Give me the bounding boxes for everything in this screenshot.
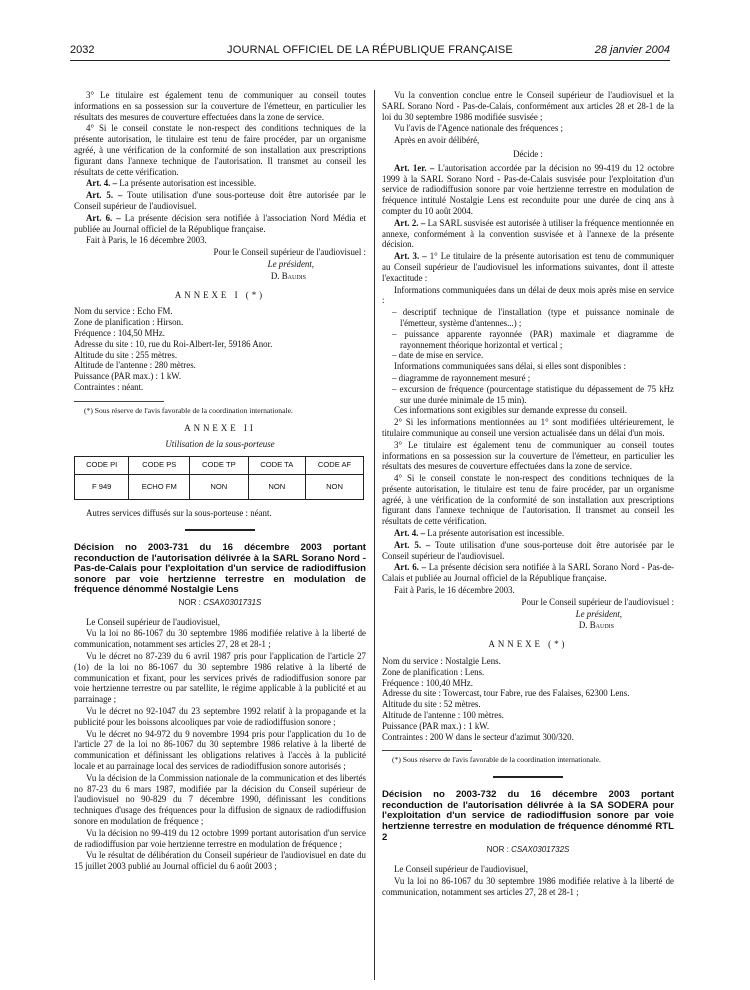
- article: [382, 218, 674, 250]
- paragraph: 3° Le titulaire est également tenu de communiquer au conseil toutes informations en sa possession sur la couverture de l'émetteur, en particulier les résultats des mesures de couverture effectuées dans la zone de service.: [382, 439, 674, 472]
- nor-label: NOR :: [486, 845, 509, 855]
- annexe-line: Fréquence : 100,40 MHz.: [382, 677, 473, 688]
- table-cell: F 949: [75, 475, 129, 500]
- paragraph: 4° Si le conseil constate le non-respect des conditions techniques de la présente autorisation, le titulaire est tenu de faire procéder, par un organisme agréé, à une vérification de la conformité de son installation aux prescriptions figurant dans l'annexe technique de l'autorisation. Il transmet au conseil les résultats de cette vérification.: [74, 123, 366, 177]
- paragraph: 3° Le titulaire est également tenu de communiquer au conseil toutes informations en sa possession sur la couverture de l'émetteur, en particulier les résultats des mesures de couverture effectuées dans la zone de service.: [74, 90, 366, 122]
- paragraph: Après en avoir délibéré,: [394, 135, 480, 146]
- paragraph: Vu la loi no 86-1067 du 30 septembre 1986 modifiée relative à la liberté de communication, notamment ses articles 27, 28 et 28-1 ;: [382, 875, 674, 897]
- fait-line: Fait à Paris, le 16 décembre 2003.: [86, 235, 207, 246]
- paragraph: 4° Si le conseil constate le non-respect des conditions techniques de la présente autorisation, le titulaire est tenu de faire procéder, par un organisme agréé, à une vérification de la conformité de son installation aux prescriptions figurant dans l'annexe technique de l'autorisation. Il transmet au conseil les résultats de cette vérification.: [382, 473, 674, 527]
- journal-title: JOURNAL OFFICIEL DE LA RÉPUBLIQUE FRANÇAISE: [227, 44, 513, 56]
- signature-name: D. Baudis: [578, 620, 614, 631]
- header-rule: [70, 60, 670, 61]
- nor-reference: [74, 598, 366, 609]
- article: [382, 163, 674, 217]
- subcarrier-table: [74, 456, 364, 500]
- nor-code: CSAX0301732S: [511, 845, 570, 855]
- article-label: Art. 6. –: [394, 562, 427, 573]
- paragraph: Vu le décret no 94-972 du 9 novembre 1994 pris pour l'application du 1o de l'article 27 de la loi no 86-1067 du 30 septembre 1986 relative à la liberté de communication et définissant les obligations relatives à l'accès à la publicité locale et au parrainage local des services de radiodiffusion sonore autorisés ;: [74, 728, 366, 772]
- annexe-line: Zone de planification : Lens.: [382, 666, 485, 677]
- article: [74, 178, 366, 189]
- article: [74, 190, 366, 212]
- nor-label: NOR :: [178, 597, 201, 607]
- decision-title: Décision no 2003-732 du 16 décembre 2003 portant reconduction de l'autorisation délivrée à la SA SODERA pour l'exploitation d'un service de radiodiffusion sonore par voie hertzienne terrestre en modulation de fréquence dénommé RTL 2: [382, 789, 674, 843]
- column-separator: [374, 90, 375, 980]
- annexe-heading: ANNEXE I (*): [174, 289, 266, 300]
- page-number: 2032: [70, 44, 95, 56]
- paragraph: Ces informations sont exigibles sur demande expresse du conseil.: [394, 405, 627, 416]
- article-text: La présente autorisation est incessible.: [117, 178, 257, 189]
- list-item: – excursion de fréquence (pourcentage statistique du dépassement de 75 kHz sur une durée minimale de 15 min).: [392, 383, 674, 405]
- article-label: Art. 6. –: [86, 212, 121, 223]
- article-label: Art. 5. –: [394, 539, 431, 550]
- annexe-list: [74, 306, 366, 392]
- annexe-subtitle: Utilisation de la sous-porteuse: [165, 439, 275, 450]
- paragraph: Le Conseil supérieur de l'audiovisuel,: [86, 616, 220, 627]
- table-header: CODE TA: [248, 457, 305, 475]
- annexe-line: Nom du service : Echo FM.: [74, 306, 173, 317]
- paragraph: Vu le décret no 87-239 du 6 avril 1987 pris pour l'application de l'article 27 (1o) de la loi no 86-1067 du 30 septembre 1986 relative à la liberté de communication et fixant, pour les services privés de radiodiffusion sonore par voie hertzienne terrestre ou par satellite, le régime applicable à la publicité et au parrainage ;: [74, 651, 366, 705]
- paragraph: Le Conseil supérieur de l'audiovisuel,: [394, 863, 528, 874]
- right-column: [382, 90, 674, 898]
- table-header-row: [75, 457, 364, 475]
- article-text: La SARL susvisée est autorisée à utiliser la fréquence mentionnée en annexe, conformément à la convention susvisée et à l'annexe de la présente décision.: [382, 217, 674, 250]
- list-item: – date de mise en service.: [392, 350, 484, 361]
- article-label: Art. 1er. –: [394, 162, 435, 173]
- annexe-line: Adresse du site : Towercast, tour Fabre, rue des Falaises, 62300 Lens.: [382, 688, 630, 699]
- signature-title: Le président,: [267, 258, 314, 269]
- annexe-line: Altitude de l'antenne : 100 mètres.: [382, 710, 504, 721]
- section-rule: [185, 529, 255, 531]
- list-item: – diagramme de rayonnement mesuré ;: [392, 372, 531, 383]
- table-cell: NON: [248, 475, 305, 500]
- issue-date: 28 janvier 2004: [594, 44, 670, 56]
- annexe-line: Contraintes : néant.: [74, 381, 144, 392]
- page-header: [70, 44, 670, 60]
- annexe-line: Puissance (PAR max.) : 1 kW.: [382, 720, 490, 731]
- table-cell: NON: [306, 475, 364, 500]
- annexe-line: Altitude du site : 52 mètres.: [382, 699, 481, 710]
- note-rule: [74, 401, 164, 402]
- nor-reference: [382, 845, 674, 856]
- annexe-line: Altitude du site : 255 mètres.: [74, 349, 178, 360]
- table-header: CODE AF: [306, 457, 364, 475]
- article-text: L'autorisation accordée par la décision no 99-419 du 12 octobre 1999 à la SARL Sorano Nord - Pas-de-Calais susvisée pour l'exploitation d'un service de radiodiffusion sonore par voie hertzienne terrestre en modulation de fréquence intitulé Nostalgie Lens est reconduite pour une durée de cinq ans à compter du 10 août 2004.: [382, 162, 674, 216]
- article-text: La présente décision sera notifiée à la SARL Sorano Nord - Pas-de-Calais et publiée au Journal officiel de la République française.: [382, 562, 674, 584]
- annexe-line: Adresse du site : 10, rue du Roi-Albert-Ier, 59186 Anor.: [74, 338, 273, 349]
- paragraph: 2° Si les informations mentionnées au 1° sont modifiées ultérieurement, le titulaire communique au conseil une version actualisée dans un délai d'un mois.: [382, 417, 674, 438]
- list-item: – puissance apparente rayonnée (PAR) maximale et diagramme de rayonnement théorique horizontal et vertical ;: [392, 328, 674, 350]
- annexe-heading: ANNEXE (*): [488, 639, 568, 650]
- article: [382, 540, 674, 562]
- paragraph: Vu la décision no 99-419 du 12 octobre 1999 portant autorisation d'un service de radiodiffusion par voie hertzienne terrestre en modulation de fréquence ;: [74, 827, 366, 849]
- article-text: 1° Le titulaire de la présente autorisation est tenu de communiquer au Conseil supérieur de l'audiovisuel les informations suivantes, dont il atteste l'exactitude :: [382, 251, 674, 283]
- article-label: Art. 5. –: [86, 190, 123, 201]
- paragraph: Vu le décret no 92-1047 du 23 septembre 1992 relatif à la propagande et la publicité pour les boissons alcooliques par voie de radiodiffusion sonore ;: [74, 706, 366, 727]
- article-text: Toute utilisation d'une sous-porteuse doit être autorisée par le Conseil supérieur de l'audiovisuel.: [382, 539, 675, 561]
- signature-line: Pour le Conseil supérieur de l'audiovisuel :: [521, 596, 674, 607]
- annexe-line: Fréquence : 104,50 MHz.: [74, 327, 165, 338]
- paragraph: Informations communiquées sans délai, si elles sont disponibles :: [394, 361, 626, 372]
- article: [74, 213, 366, 235]
- table-header: CODE TP: [190, 457, 248, 475]
- article: [382, 562, 674, 584]
- table-header: CODE PS: [129, 457, 190, 475]
- article: [382, 251, 674, 283]
- article-label: Art. 3. –: [394, 251, 427, 262]
- section-rule: [493, 776, 563, 778]
- annexe-line: Puissance (PAR max.) : 1 kW.: [74, 371, 182, 382]
- article-label: Art. 4. –: [394, 528, 426, 539]
- table-cell: NON: [190, 475, 248, 500]
- annexe-line: Nom du service : Nostalgie Lens.: [382, 656, 501, 667]
- footnote: (*) Sous réserve de l'avis favorable de la coordination internationale.: [84, 405, 293, 415]
- paragraph: Vu la convention conclue entre le Conseil supérieur de l'audiovisuel et la SARL Sorano Nord - Pas-de-Calais, conformément aux articles 28 et 28-1 de la loi du 30 septembre 1986 modifiée susvisée ;: [382, 90, 674, 122]
- annexe-list: [382, 656, 674, 742]
- list-item: – descriptif technique de l'installation (type et puissance nominale de l'émetteur, système d'antennes...) ;: [392, 307, 674, 328]
- footnote: (*) Sous réserve de l'avis favorable de la coordination internationale.: [392, 755, 601, 765]
- nor-code: CSAX0301731S: [203, 597, 262, 607]
- decision-title: Décision no 2003-731 du 16 décembre 2003 portant reconduction de l'autorisation délivrée à la SARL Sorano Nord - Pas-de-Calais pour l'exploitation d'un service de radiodiffusion sonore par voie hertzienne terrestre en modulation de fréquence dénommé Nostalgie Lens: [74, 541, 366, 596]
- table-row: [75, 475, 364, 500]
- signature-line: Pour le Conseil supérieur de l'audiovisuel :: [213, 247, 366, 258]
- paragraph: Informations communiquées dans un délai de deux mois après mise en service :: [382, 284, 674, 306]
- article-label: Art. 2. –: [394, 217, 426, 228]
- paragraph: Vu la loi no 86-1067 du 30 septembre 1986 modifiée relative à la liberté de communication, notamment ses articles 27, 28 et 28-1 ;: [74, 628, 366, 650]
- signature-name: D. Baudis: [270, 270, 306, 281]
- note-rule: [382, 750, 472, 751]
- table-cell: ECHO FM: [129, 475, 190, 500]
- article-label: Art. 4. –: [86, 178, 118, 189]
- annexe-line: Zone de planification : Hirson.: [74, 317, 184, 328]
- article-text: La présente décision sera notifiée à l'association Nord Média et publiée au Journal officiel de la République française.: [74, 212, 367, 234]
- fait-line: Fait à Paris, le 16 décembre 2003.: [394, 585, 515, 596]
- article-text: Toute utilisation d'une sous-porteuse doit être autorisée par le Conseil supérieur de l'audiovisuel.: [74, 190, 367, 211]
- article: [382, 528, 674, 539]
- paragraph: Vu l'avis de l'Agence nationale des fréquences ;: [394, 123, 564, 134]
- annexe-line: Contraintes : 200 W dans le secteur d'azimut 300/320.: [382, 731, 574, 742]
- paragraph: Vu la décision de la Commission nationale de la communication et des libertés no 87-23 du 6 mars 1987, modifiée par la décision du Conseil supérieur de l'audiovisuel no 90-829 du 7 décembre 1990, définissant les conditions techniques d'usage des fréquences pour la diffusion de signaux de radiodiffusion sonore en modulation de fréquence ;: [74, 772, 366, 827]
- table-header: CODE PI: [75, 457, 129, 475]
- article-text: La présente autorisation est incessible.: [425, 528, 565, 539]
- signature-title: Le président,: [575, 608, 622, 619]
- decide-heading: Décide :: [513, 148, 543, 159]
- paragraph: Autres services diffusés sur la sous-porteuse : néant.: [86, 508, 272, 519]
- annexe-line: Altitude de l'antenne : 280 mètres.: [74, 360, 196, 371]
- left-column: [74, 90, 366, 873]
- paragraph: Vu le résultat de délibération du Conseil supérieur de l'audiovisuel en date du 15 juillet 2003 publié au Journal officiel du 6 août 2003 ;: [74, 850, 366, 872]
- annexe-heading: ANNEXE II: [184, 422, 256, 433]
